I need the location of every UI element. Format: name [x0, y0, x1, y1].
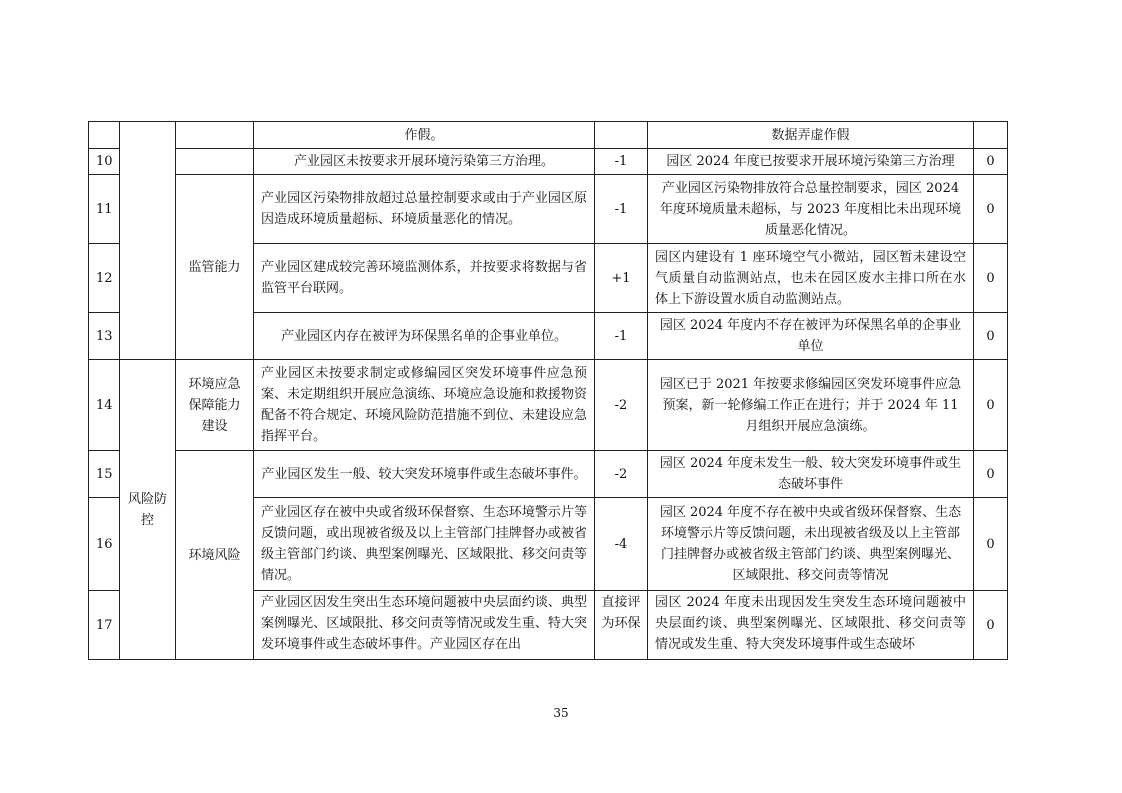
table-row	[89, 360, 1008, 451]
score-cell: -1	[595, 149, 648, 175]
indicator-cell: 作假。	[254, 122, 595, 149]
status-cell: 园区内建设有 1 座环境空气小微站，园区暂未建设空气质量自动监测站点，也未在园区废水主排口所在水体上下游设置水质自动监测站点。	[648, 244, 974, 313]
status-cell: 产业园区污染物排放符合总量控制要求，园区 2024 年度环境质量未超标，与 2023 年度相比未出现环境质量恶化情况。	[648, 175, 974, 244]
score-cell: -4	[595, 498, 648, 591]
number-cell: 12	[89, 244, 120, 313]
indicator-cell: 产业园区建成较完善环境监测体系，并按要求将数据与省监管平台联网。	[254, 244, 595, 313]
table-row	[89, 175, 1008, 244]
number-cell: 10	[89, 149, 120, 175]
number-cell: 16	[89, 498, 120, 591]
score-cell: -1	[595, 175, 648, 244]
status-cell: 园区 2024 年度不存在被中央或省级环保督察、生态环境警示片等反馈问题，未出现被省级及以上主管部门挂牌督办或被省级主管部门约谈、典型案例曝光、区域限批、移交问责等情况	[648, 498, 974, 591]
table-row	[89, 149, 1008, 175]
subcategory-env-risk: 环境风险	[176, 451, 254, 660]
status-cell: 园区 2024 年度未发生一般、较大突发环境事件或生态破坏事件	[648, 451, 974, 498]
number-cell: 14	[89, 360, 120, 451]
result-cell: 0	[974, 175, 1008, 244]
subcategory-supervision: 监管能力	[176, 175, 254, 360]
category-cell	[120, 122, 176, 360]
number-cell: 15	[89, 451, 120, 498]
result-cell: 0	[974, 498, 1008, 591]
result-cell: 0	[974, 360, 1008, 451]
score-cell: 直接评为环保	[595, 591, 648, 660]
score-cell: +1	[595, 244, 648, 313]
category-risk-prevention: 风险防控	[120, 360, 176, 660]
result-cell: 0	[974, 244, 1008, 313]
status-cell: 数据弄虚作假	[648, 122, 974, 149]
score-cell: -1	[595, 313, 648, 360]
result-cell	[974, 122, 1008, 149]
table-row	[89, 122, 1008, 149]
status-cell: 园区 2024 年度已按要求开展环境污染第三方治理	[648, 149, 974, 175]
indicator-cell: 产业园区内存在被评为环保黑名单的企事业单位。	[254, 313, 595, 360]
evaluation-table	[88, 121, 1008, 660]
page-number: 35	[553, 706, 569, 720]
table-row	[89, 451, 1008, 498]
result-cell: 0	[974, 451, 1008, 498]
subcategory-cell	[176, 122, 254, 149]
score-cell: -2	[595, 360, 648, 451]
indicator-cell: 产业园区发生一般、较大突发环境事件或生态破坏事件。	[254, 451, 595, 498]
result-cell: 0	[974, 313, 1008, 360]
indicator-cell: 产业园区未按要求开展环境污染第三方治理。	[254, 149, 595, 175]
indicator-cell: 产业园区污染物排放超过总量控制要求或由于产业园区原因造成环境质量超标、环境质量恶化的情况。	[254, 175, 595, 244]
number-cell: 13	[89, 313, 120, 360]
number-cell: 17	[89, 591, 120, 660]
number-cell	[89, 122, 120, 149]
score-cell: -2	[595, 451, 648, 498]
indicator-cell: 产业园区未按要求制定或修编园区突发环境事件应急预案、未定期组织开展应急演练、环境应急设施和救援物资配备不符合规定、环境风险防范措施不到位、未建设应急指挥平台。	[254, 360, 595, 451]
score-cell	[595, 122, 648, 149]
number-cell: 11	[89, 175, 120, 244]
subcategory-emergency: 环境应急保障能力建设	[176, 360, 254, 451]
subcategory-cell	[176, 149, 254, 175]
status-cell: 园区 2024 年度内不存在被评为环保黑名单的企事业单位	[648, 313, 974, 360]
result-cell: 0	[974, 591, 1008, 660]
indicator-cell: 产业园区因发生突出生态环境问题被中央层面约谈、典型案例曝光、区域限批、移交问责等情况或发生重、特大突发环境事件或生态破坏事件。产业园区存在出	[254, 591, 595, 660]
indicator-cell: 产业园区存在被中央或省级环保督察、生态环境警示片等反馈问题，或出现被省级及以上主管部门挂牌督办或被省级主管部门约谈、典型案例曝光、区域限批、移交问责等情况。	[254, 498, 595, 591]
status-cell: 园区 2024 年度未出现因发生突发生态环境问题被中央层面约谈、典型案例曝光、区域限批、移交问责等情况或发生重、特大突发环境事件或生态破坏	[648, 591, 974, 660]
result-cell: 0	[974, 149, 1008, 175]
status-cell: 园区已于 2021 年按要求修编园区突发环境事件应急预案，新一轮修编工作正在进行；并于 2024 年 11 月组织开展应急演练。	[648, 360, 974, 451]
